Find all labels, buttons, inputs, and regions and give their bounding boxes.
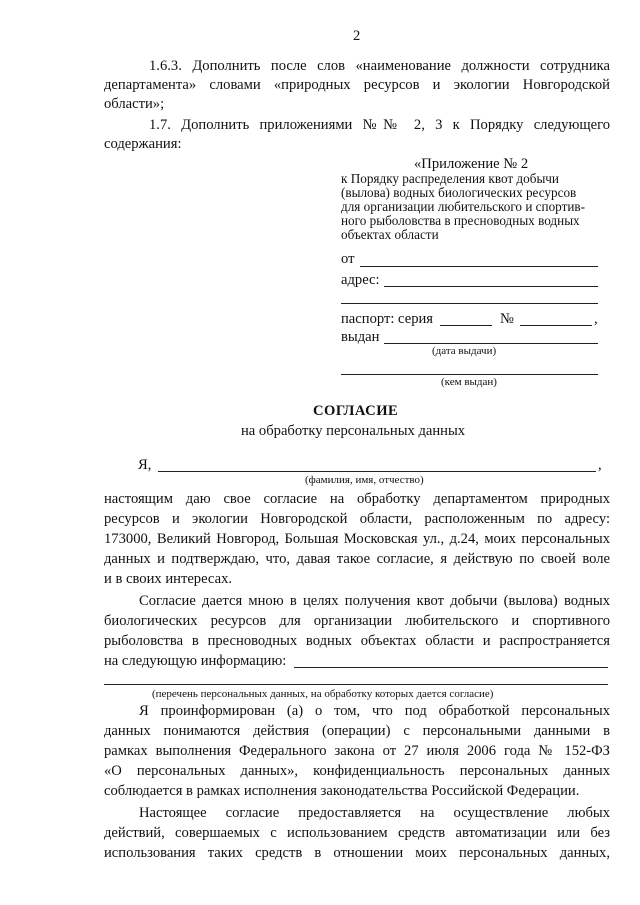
consent-p3-line-4: «О персональных данных», конфиденциальность персональных данных — [104, 763, 610, 779]
consent-p1-line-4: данных и подтверждаю, что, давая такое согласие, я действую по своей воле — [104, 551, 610, 567]
consent-p1-line-3: 173000, Великий Новгород, Большая Московская ул., д.24, моих персональных — [104, 531, 610, 547]
info-field-line — [294, 667, 608, 668]
appendix-line-2: (вылова) водных биологических ресурсов — [341, 185, 577, 200]
consent-p2-line-1: Согласие дается мною в целях получения квот добычи (вылова) водных — [139, 593, 610, 609]
consent-p2-line-2: биологических ресурсов для организации любительского и спортивного — [104, 613, 610, 629]
issued-field-line — [384, 343, 598, 344]
consent-p3-line-1: Я проинформирован (а) о том, что под обработкой персональных — [139, 703, 610, 719]
from-label: от — [341, 251, 355, 267]
document-subtitle: на обработку персональных данных — [241, 423, 466, 439]
data-list-caption: (перечень персональных данных, на обработку которых дается согласие) — [152, 688, 494, 700]
consent-p4-line-3: использования таких средств в отношении моих персональных данных, — [104, 845, 610, 861]
clause-1-6-3-line-3: области»; — [104, 96, 165, 112]
passport-number-sign: № — [500, 311, 514, 327]
passport-series-line — [440, 325, 492, 326]
appendix-line-3: для организации любительского и спортив- — [341, 199, 586, 214]
consent-p3-line-5: соблюдается в рамках исполнения законодательства Российской Федерации. — [104, 783, 580, 799]
passport-label: паспорт: серия — [341, 311, 434, 327]
issued-by-caption: (кем выдан) — [441, 376, 497, 388]
consent-p4-line-1: Настоящее согласие предоставляется на осуществление любых — [139, 805, 610, 821]
info-field-line-2 — [104, 684, 608, 685]
appendix-line-4: ного рыболовства в пресноводных водных — [341, 213, 580, 228]
passport-number-line — [520, 325, 592, 326]
from-field-line — [360, 266, 598, 267]
issued-by-field-line — [341, 374, 598, 375]
consent-p1-line-2: ресурсов и экологии Новгородской области, расположенным по адресу: — [104, 511, 610, 527]
full-name-comma: , — [598, 457, 602, 473]
address-field-line-2 — [341, 303, 598, 304]
consent-p3-line-2: данных понимаются действия (операции) с персональными данными в — [104, 723, 610, 739]
address-field-line — [384, 286, 598, 287]
consent-i-label: Я, — [138, 457, 152, 473]
appendix-line-1: к Порядку распределения квот добычи — [341, 171, 559, 186]
document-title: СОГЛАСИЕ — [313, 403, 399, 419]
consent-p3-line-3: рамках выполнения Федерального закона от 27 июля 2006 года № 152-ФЗ — [104, 743, 610, 759]
consent-p4-line-2: действий, совершаемых с использованием средств автоматизации или без — [104, 825, 610, 841]
clause-1-7-line-2: содержания: — [104, 136, 182, 152]
full-name-field-line — [158, 471, 596, 472]
full-name-caption: (фамилия, имя, отчество) — [305, 474, 424, 486]
appendix-title: «Приложение № 2 — [414, 156, 529, 172]
address-label: адрес: — [341, 272, 380, 288]
page-number: 2 — [353, 28, 361, 44]
issued-label: выдан — [341, 329, 380, 345]
issue-date-caption: (дата выдачи) — [432, 345, 497, 357]
consent-p2-line-3: рыболовства в пресноводных водных объектах области и распространяется — [104, 633, 610, 649]
clause-1-6-3-line-2: департамента» словами «природных ресурсов и экологии Новгородской — [104, 77, 610, 93]
consent-p1-line-5: и в своих интересах. — [104, 571, 233, 587]
clause-1-7-line-1: 1.7. Дополнить приложениями №№ 2, 3 к Порядку следующего — [149, 117, 610, 133]
clause-1-6-3-line-1: 1.6.3. Дополнить после слов «наименование должности сотрудника — [149, 58, 610, 74]
passport-comma: , — [594, 311, 598, 327]
appendix-line-5: объектах области — [341, 227, 439, 242]
consent-p2-line-4: на следующую информацию: — [104, 653, 287, 669]
consent-p1-line-1: настоящим даю свое согласие на обработку департаментом природных — [104, 491, 610, 507]
